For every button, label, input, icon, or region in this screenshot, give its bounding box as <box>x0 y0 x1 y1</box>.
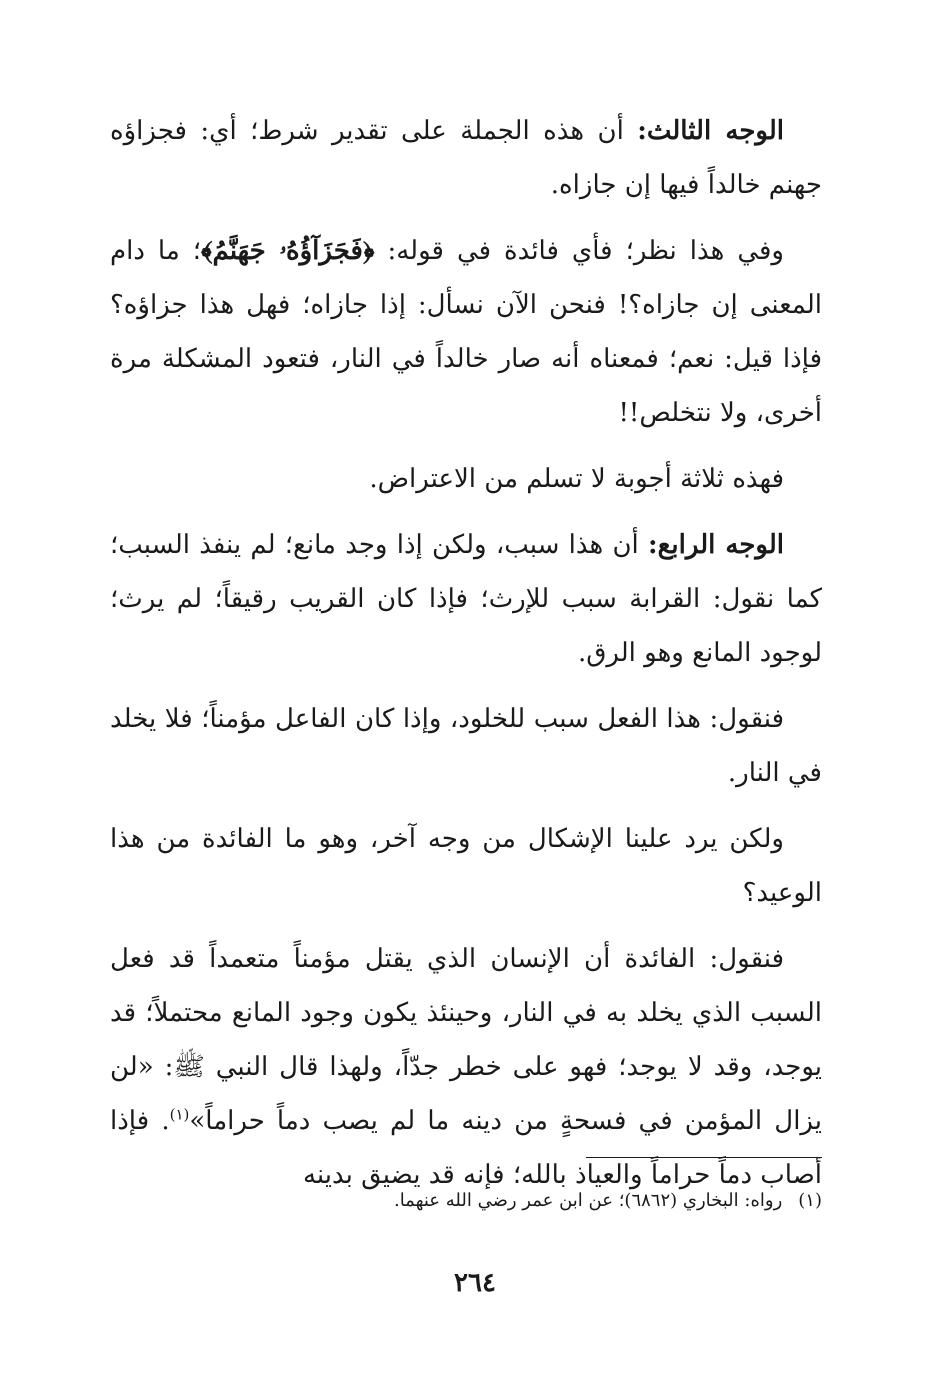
footnote-divider <box>586 1157 822 1158</box>
paragraph-heading: الوجه الرابع: <box>648 530 784 560</box>
paragraph-text-before: وفي هذا نظر؛ فأي فائدة في قوله: <box>374 236 784 266</box>
paragraph-text-before: فنقول: الفائدة أن الإنسان الذي يقتل مؤمناً متعمداً قد فعل السبب الذي يخلد به في النار، وحينئذ يكون وجود المانع محتملاً؛ قد يوجد، وقد لا يوجد؛ فهو على خطر جدّاً، ولهذا قال النبي ﷺ: «لن يزال المؤمن في فسحةٍ من دينه ما لم يصب دماً حراماً» <box>110 944 822 1136</box>
footnote-text: رواه: البخاري (٦٨٦٢)؛ عن ابن عمر رضي الله عنهما. <box>393 1190 783 1211</box>
paragraph-text: فنقول: هذا الفعل سبب للخلود، وإذا كان الفاعل مؤمناً؛ فلا يخلد في النار. <box>110 704 822 788</box>
page-number: ٢٦٤ <box>454 1268 496 1298</box>
paragraph-text: فهذه ثلاثة أجوبة لا تسلم من الاعتراض. <box>369 464 784 494</box>
paragraph-answer <box>110 932 822 1202</box>
quran-quote: ﴿فَجَزَآؤُهُۥ جَهَنَّمُ﴾ <box>201 236 375 266</box>
paragraph-application <box>110 692 822 800</box>
paragraph-objection <box>110 224 822 440</box>
paragraph-third-aspect <box>110 104 822 212</box>
main-text <box>110 104 822 1214</box>
footnote-number: (١) <box>798 1190 822 1211</box>
paragraph-text-after: . فإذا أصاب دماً حراماً والعياذ بالله؛ فإنه قد يضيق بدينه <box>110 1106 822 1190</box>
footnote <box>110 1186 822 1216</box>
paragraph-text-after: ؛ ما دام المعنى إن جازاه؟! فنحن الآن نسأل: إذا جازاه؛ فهل هذا جزاؤه؟ فإذا قيل: نعم؛ فمعناه أنه صار خالداً في النار، فتعود المشكلة مرة أخرى، ولا نتخلص!! <box>110 236 822 428</box>
paragraph-text: أن هذا سبب، ولكن إذا وجد مانع؛ لم ينفذ السبب؛ كما نقول: القرابة سبب للإرث؛ فإذا كان القريب رقيقاً؛ لم يرث؛ لوجود المانع وهو الرق. <box>110 530 822 668</box>
paragraph-text: أن هذه الجملة على تقدير شرط؛ أي: فجزاؤه جهنم خالداً فيها إن جازاه. <box>110 116 822 200</box>
paragraph-summary <box>110 452 822 506</box>
paragraph-heading: الوجه الثالث: <box>637 116 784 146</box>
paragraph-question <box>110 812 822 920</box>
footnote-marker[interactable]: (١) <box>169 1105 190 1124</box>
paragraph-text: ولكن يرد علينا الإشكال من وجه آخر، وهو ما الفائدة من هذا الوعيد؟ <box>110 824 822 908</box>
paragraph-fourth-aspect <box>110 518 822 680</box>
